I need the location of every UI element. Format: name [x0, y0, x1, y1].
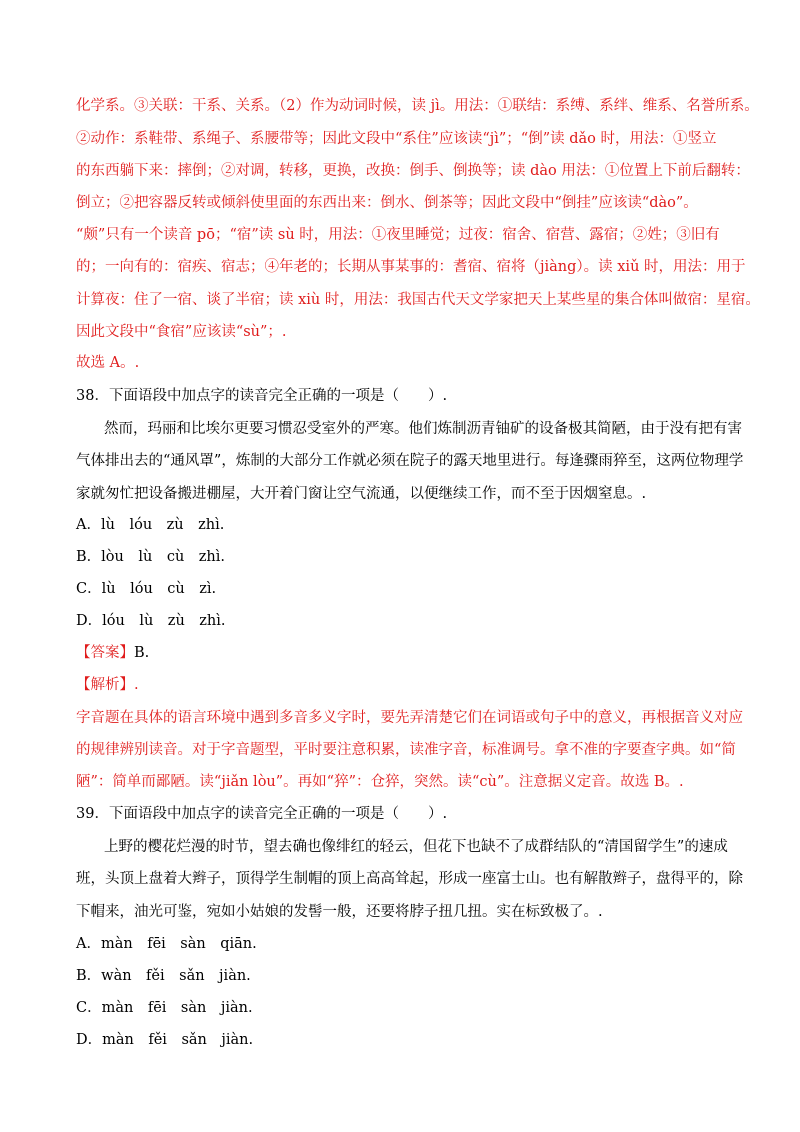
option-a: A．lù lóu zù zhì. — [76, 517, 225, 533]
analysis-line: 倒立；②把容器反转或倾斜使里面的东西出来：倒水、倒茶等；因此文段中“倒挂”应该读“dào”。 — [76, 195, 698, 211]
question-39-passage: 上野的樱花烂漫的时节，望去确也像绯红的轻云，但花下也缺不了成群结队的“清国留学生”的速成 — [104, 839, 728, 855]
option-b: B．wàn fěi sǎn jiàn. — [76, 968, 251, 984]
analysis-line: 的东西躺下来：摔倒；②对调，转移，更换，改换：倒手、倒换等；读 dào 用法：①位置上下前后翻转： — [76, 163, 750, 179]
answer-line — [76, 643, 736, 663]
analysis-label: 【解析】. — [76, 677, 139, 693]
analysis-line: 计算夜：住了一宿、谈了半宿；读 xiù 时，用法：我国古代天文学家把天上某些星的集合体叫做宿：星宿。 — [76, 292, 760, 308]
analysis-line: 陋”：简单而鄙陋。读“jiǎn lòu”。再如“猝”：仓猝，突然。读“cù”。注意据义定音。故选 B。. — [76, 774, 684, 790]
question-38-passage: 家就匆忙把设备搬进棚屋，大开着门窗让空气流通，以便继续工作，而不至于因烟窒息。. — [76, 486, 647, 502]
analysis-line: 字音题在具体的语言环境中遇到多音多义字时，要先弄清楚它们在词语或句子中的意义，再根据音义对应 — [76, 710, 743, 726]
answer-value: B. — [134, 645, 150, 661]
option-a: A．màn fēi sàn qiān. — [76, 936, 257, 952]
conclusion-line: 故选 A。. — [76, 355, 140, 371]
question-39-passage: 下帽来，油光可鉴，宛如小姑娘的发髻一般，还要将脖子扭几扭。实在标致极了。. — [76, 904, 603, 920]
analysis-line: “颇”只有一个读音 pō；“宿”读 sù 时，用法：①夜里睡觉；过夜：宿舍、宿营、露宿；②姓；③旧有 — [76, 227, 720, 243]
option-c: C．lù lóu cù zì. — [76, 581, 217, 597]
analysis-line: 因此文段中“食宿”应该读“sù”；. — [76, 324, 287, 340]
option-d: D．lóu lù zù zhì. — [76, 613, 226, 629]
question-39-passage: 班，头顶上盘着大辫子，顶得学生制帽的顶上高高耸起，形成一座富士山。也有解散辫子，盘得平的，除 — [76, 871, 743, 887]
analysis-line: ②动作：系鞋带、系绳子、系腰带等；因此文段中“系住”应该读“jì”；“倒”读 dǎo 时，用法：①竖立 — [76, 131, 717, 147]
analysis-line: 的规律辨别读音。对于字音题型，平时要注意积累，读准字音，标准调号。拿不准的字要查字典。如“简 — [76, 742, 736, 758]
analysis-line: 的；一向有的：宿疾、宿志；④年老的；长期从事某事的：耆宿、宿将（jiàng）。读 xiǔ 时，用法：用于 — [76, 259, 746, 275]
answer-label: 【答案】 — [76, 645, 134, 661]
option-c: C．màn fēi sàn jiàn. — [76, 1000, 253, 1016]
option-d: D．màn fěi sǎn jiàn. — [76, 1032, 254, 1048]
option-b: B．lòu lù cù zhì. — [76, 549, 226, 565]
question-38-passage: 气体排出去的“通风罩”，炼制的大部分工作就必须在院子的露天地里进行。每逢骤雨猝至，这两位物理学 — [76, 453, 744, 469]
analysis-line: 化学系。③关联：干系、关系。（2）作为动词时候，读 jì。用法：①联结：系缚、系绊、维系、名誉所系。 — [76, 98, 759, 114]
question-39-stem: 39．下面语段中加点字的读音完全正确的一项是（ ）. — [76, 806, 448, 822]
question-38-passage: 然而，玛丽和比埃尔更要习惯忍受室外的严寒。他们炼制沥青铀矿的设备极其简陋，由于没有把有害 — [104, 421, 742, 437]
question-38-stem: 38．下面语段中加点字的读音完全正确的一项是（ ）. — [76, 388, 448, 404]
